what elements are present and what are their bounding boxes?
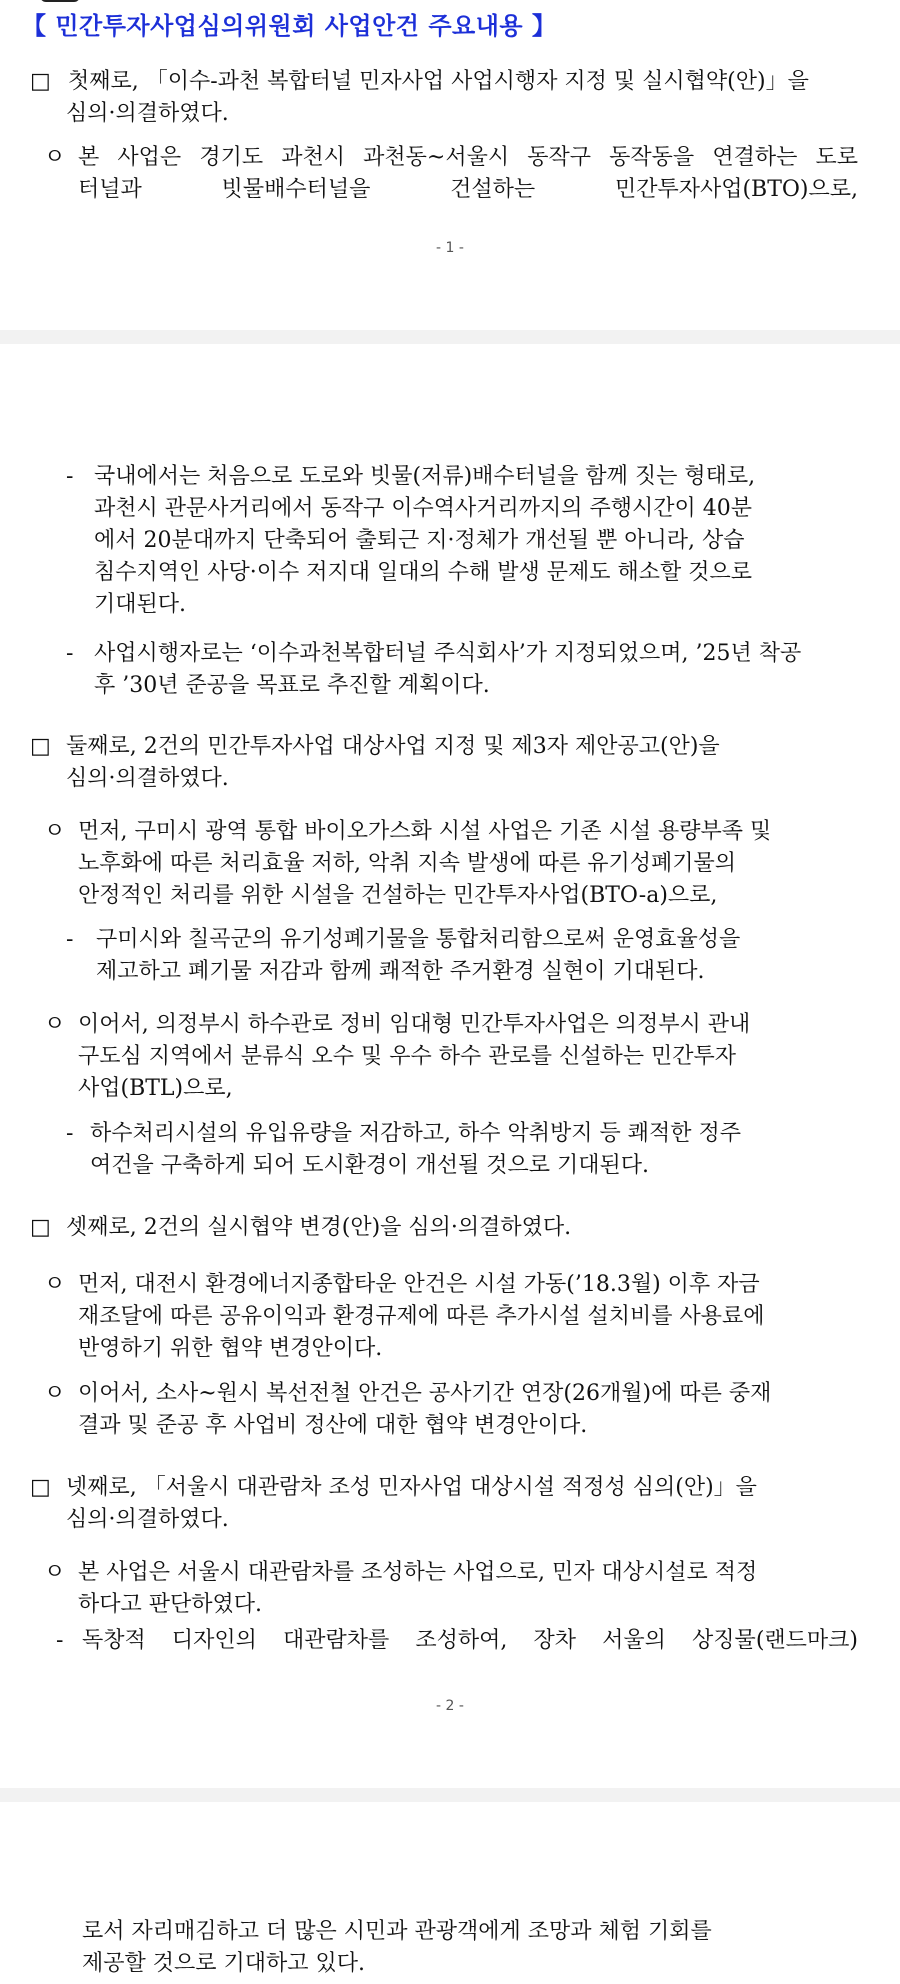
dash-1-text: [94, 461, 858, 621]
circle-bullet-icon: ㅇ: [44, 819, 66, 844]
text-line: 하다고 판단하였다.: [78, 1592, 263, 1617]
dash-4-text: [82, 1625, 858, 1657]
text-line: 반영하기 위한 협약 변경안이다.: [78, 1336, 383, 1361]
text-line: 제고하고 폐기물 저감과 함께 쾌적한 주거환경 실현이 기대된다.: [96, 959, 705, 984]
text-line: 구도심 지역에서 분류식 오수 및 우수 하수 관로를 신설하는 민간투자: [78, 1044, 736, 1069]
circle-bullet-icon: ㅇ: [44, 1012, 66, 1037]
text-line: 첫째로, 「이수-과천 복합터널 민자사업 사업시행자 지정 및 실시협약(안)」을: [68, 69, 809, 94]
text-line: 과천시 관문사거리에서 동작구 이수역사거리까지의 주행시간이 40분: [94, 496, 753, 521]
dash-2-text: [94, 638, 846, 702]
text-line: 심의·의결하였다.: [66, 101, 229, 126]
bullet-2b-text: [78, 1009, 858, 1105]
text-line: 본 사업은 서울시 대관람차를 조성하는 사업으로, 민자 대상시설로 적정: [78, 1560, 758, 1585]
document-page-3: [0, 1802, 900, 1984]
text-line: 이어서, 의정부시 하수관로 정비 임대형 민간투자사업은 의정부시 관내: [78, 1012, 751, 1037]
text-line: 기대된다.: [94, 592, 187, 617]
circle-bullet-icon: ㅇ: [44, 1560, 66, 1585]
text-line: 제공할 것으로 기대하고 있다.: [82, 1951, 365, 1976]
text-line: 넷째로, 「서울시 대관람차 조성 민자사업 대상시설 적정성 심의(안)」을: [66, 1475, 757, 1500]
page-separator: [0, 1788, 900, 1802]
circle-bullet-icon: ㅇ: [44, 145, 66, 170]
item-2-text: [66, 731, 858, 795]
bullet-2a-text: [78, 816, 858, 912]
dash-2b-text: [90, 1118, 858, 1182]
text-line: 둘째로, 2건의 민간투자사업 대상사업 지정 및 제3자 제안공고(안)을: [66, 734, 720, 759]
top-bar-fragment: [40, 0, 80, 2]
square-bullet-icon: □: [30, 1475, 51, 1500]
text-line: 이어서, 소사~원시 복선전철 안건은 공사기간 연장(26개월)에 따른 중재: [78, 1381, 772, 1406]
text-line: 본 사업은 경기도 과천시 과천동~서울시 동작구 동작동을 연결하는 도로: [78, 145, 858, 170]
page-number: - 1 -: [436, 240, 464, 256]
page-separator: [0, 330, 900, 344]
text-line: 여건을 구축하게 되어 도시환경이 개선될 것으로 기대된다.: [90, 1153, 650, 1178]
text-line: 재조달에 따른 공유이익과 환경규제에 따른 추가시설 설치비를 사용료에: [78, 1304, 765, 1329]
text-line: 셋째로, 2건의 실시협약 변경(안)을 심의·의결하였다.: [66, 1215, 572, 1240]
document-page-2: [0, 344, 900, 1788]
text-line: 후 ’30년 준공을 목표로 추진할 계획이다.: [94, 673, 490, 698]
square-bullet-icon: □: [30, 1215, 51, 1240]
item-3-text: [66, 1212, 858, 1244]
page-number: - 2 -: [436, 1698, 464, 1714]
dash-bullet-icon: -: [66, 641, 74, 666]
dash-bullet-icon: -: [66, 927, 74, 952]
text-line: 국내에서는 처음으로 도로와 빗물(저류)배수터널을 함께 짓는 형태로,: [94, 464, 756, 489]
text-line: 심의·의결하였다.: [66, 766, 229, 791]
text-line: 결과 및 준공 후 사업비 정산에 대한 협약 변경안이다.: [78, 1413, 588, 1438]
text-line: 침수지역인 사당·이수 저지대 일대의 수해 발생 문제도 해소할 것으로: [94, 560, 752, 585]
item-4-text: [66, 1472, 858, 1536]
bullet-3b-text: [78, 1378, 858, 1442]
text-line: 사업(BTL)으로,: [78, 1076, 233, 1101]
text-line: 터널과 빗물배수터널을 건설하는 민간투자사업(BTO)으로,: [78, 177, 858, 202]
text-line: 독창적 디자인의 대관람차를 조성하여, 장차 서울의 상징물(랜드마크): [82, 1628, 858, 1653]
text-line: 하수처리시설의 유입유량을 저감하고, 하수 악취방지 등 쾌적한 정주: [90, 1121, 742, 1146]
continuation-text: [82, 1916, 858, 1980]
text-line: 에서 20분대까지 단축되어 출퇴근 지·정체가 개선될 뿐 아니라, 상습: [94, 528, 745, 553]
text-line: 로서 자리매김하고 더 많은 시민과 관광객에게 조망과 체험 기회를: [82, 1919, 712, 1944]
dash-bullet-icon: -: [66, 464, 74, 489]
text-line: 노후화에 따른 처리효율 저하, 악취 지속 발생에 따른 유기성폐기물의: [78, 851, 736, 876]
circle-bullet-icon: ㅇ: [44, 1381, 66, 1406]
square-bullet-icon: □: [30, 69, 51, 94]
item-1-bullet-text: [78, 142, 858, 206]
dash-bullet-icon: -: [56, 1628, 64, 1653]
text-line: 심의·의결하였다.: [66, 1507, 229, 1532]
page-heading: 【 민간투자사업심의위원회 사업안건 주요내용 】: [22, 12, 557, 40]
circle-bullet-icon: ㅇ: [44, 1272, 66, 1297]
dash-bullet-icon: -: [66, 1121, 74, 1146]
square-bullet-icon: □: [30, 734, 51, 759]
text-line: 먼저, 대전시 환경에너지종합타운 안건은 시설 가동(’18.3월) 이후 자금: [78, 1272, 760, 1297]
text-line: 먼저, 구미시 광역 통합 바이오가스화 시설 사업은 기존 시설 용량부족 및: [78, 819, 772, 844]
bullet-4-text: [78, 1557, 858, 1621]
item-1-text: [66, 66, 858, 130]
text-line: 구미시와 칠곡군의 유기성폐기물을 통합처리함으로써 운영효율성을: [96, 927, 741, 952]
document-page-1: [0, 0, 900, 330]
text-line: 사업시행자로는 ‘이수과천복합터널 주식회사’가 지정되었으며, ’25년 착공: [94, 641, 802, 666]
dash-2a-text: [96, 924, 858, 988]
bullet-3a-text: [78, 1269, 858, 1365]
text-line: 안정적인 처리를 위한 시설을 건설하는 민간투자사업(BTO-a)으로,: [78, 883, 718, 908]
